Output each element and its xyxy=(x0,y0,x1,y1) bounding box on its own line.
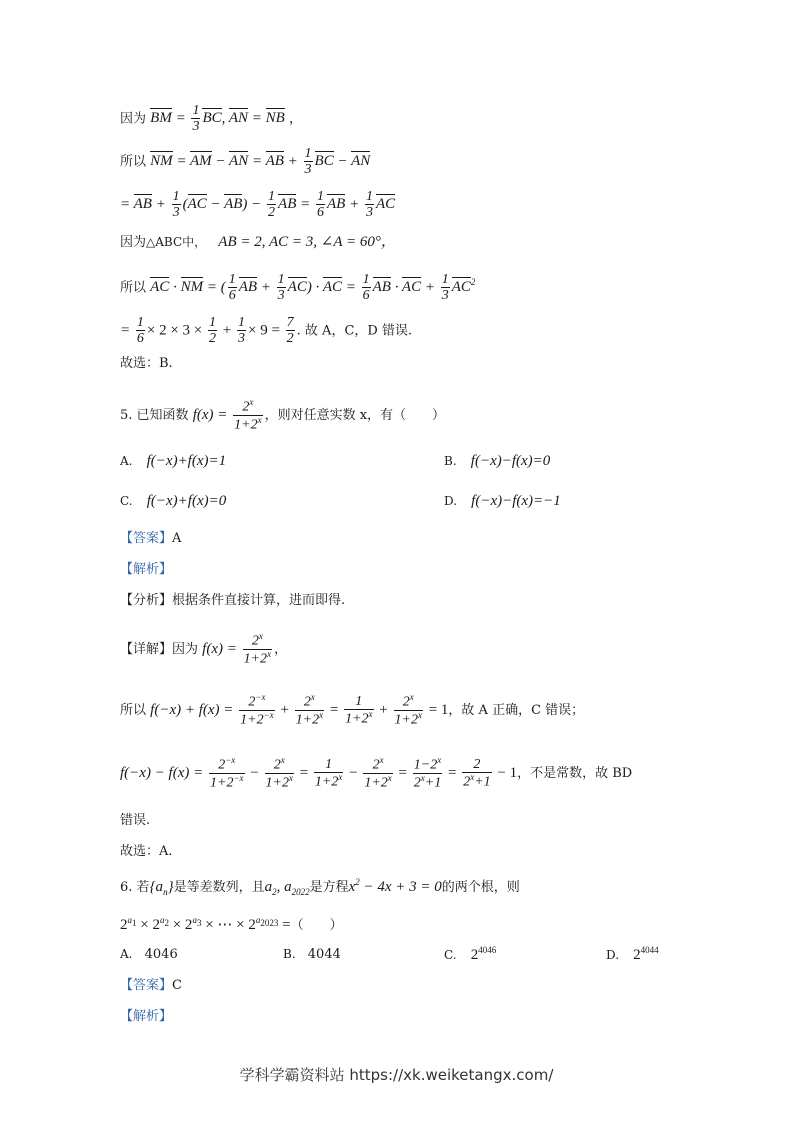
q6-answer: 【答案】C xyxy=(120,978,182,993)
q6-analysis-tag: 【解析】 xyxy=(120,1009,173,1024)
q5-fenxi: 【分析】根据条件直接计算，进而即得. xyxy=(120,593,346,608)
q6-option-a: A. 4046 xyxy=(120,947,178,962)
q6-option-d: D. $2^{4044}$ xyxy=(606,945,659,963)
question-6-stem: 6. 若$\{a_n\}$是等差数列，且$a_2$, $a_{2022}$是方程$x^2 - 4x + 3 = 0$的两个根，则 xyxy=(120,877,520,897)
math-nm-expand: NM = AM − AN = AB + xyxy=(150,153,302,170)
q5-answer: 【答案】A xyxy=(120,531,182,546)
q5-option-d: D. f(−x)−f(x)=−1 xyxy=(444,493,561,509)
q5-choice: 故选：A. xyxy=(120,844,173,859)
solution-choice-q4: 故选：B. xyxy=(120,356,173,371)
question-5-stem: 5. 已知函数 f(x) = $\frac{2^x}{1+2^x}$ ，则对任意实数 x，有（ ） xyxy=(120,397,446,433)
q5-step-2-wrap: 错误. xyxy=(120,813,151,828)
solution-line-1: 因为 BM = $\frac{1}{3}$ BC, AN = NB ， xyxy=(120,103,302,135)
math-bm-an: BM = xyxy=(150,110,190,127)
q6-option-c: C. $2^{4046}$ xyxy=(444,945,497,963)
question-6-expression: $2^{a_1} \times 2^{a_2} \times 2^{a_3}$ × ⋯ × $2^{a_{2023}}$ =（ ） xyxy=(120,915,343,933)
q5-option-a: A. f(−x)+f(x)=1 xyxy=(120,453,227,469)
q5-option-c: C. f(−x)+f(x)=0 xyxy=(120,493,227,509)
q5-step-2: f(−x) − f(x) = $\frac{2^{-x}}{1+2^{-x}}$ − $\frac{2^x}{1+2^x}$ = $\frac{1}{1+2^x}$ − $\frac{2^x}{1+2^x}$ = $\frac{1-2^x}{2^x+1}$ = $\frac{2}{2^x+1}$ − 1，不是常数，故 BD xyxy=(120,755,633,791)
math-nm-result: = AB + xyxy=(120,196,170,213)
page-footer: 学科学霸资料站 https://xk.weiketangx.com/ xyxy=(239,1066,554,1084)
q5-step-1: 所以 f(−x) + f(x) = $\frac{2^{-x}}{1+2^{-x}}$ + $\frac{2^x}{1+2^x}$ = $\frac{1}{1+2^x}$ + $\frac{2^x}{1+2^x}$ = 1，故 A 正确，C 错误； xyxy=(120,692,585,728)
solution-line-6: = $\frac{1}{6}$ × 2 × 3 × $\frac{1}{2}$ + $\frac{1}{3}$ × 9 = $\frac{7}{2}$ . 故 A，C，D 错误. xyxy=(120,315,413,347)
solution-line-4: 因为△ABC中， AB = 2, AC = 3, ∠A = 60°， xyxy=(120,234,396,250)
solution-line-3: = AB + $\frac{1}{3}$ (AC − AB) − $\frac{1}{2}$ AB = $\frac{1}{6}$ AB + $\frac{1}{3}$ AC xyxy=(120,189,396,221)
solution-line-2: 所以 NM = AM − AN = AB + $\frac{1}{3}$ BC − AN xyxy=(120,146,371,178)
q5-option-b: B. f(−x)−f(x)=0 xyxy=(444,453,551,469)
q5-xiangjie: 【详解】因为 f(x) = $\frac{2^x}{1+2^x}$ ， xyxy=(120,631,288,667)
q6-option-b: B. 4044 xyxy=(283,947,341,962)
solution-line-5: 所以 AC · NM = ( $\frac{1}{6}$ AB + $\frac{1}{3}$ AC) · AC = $\frac{1}{6}$ AB · AC + $\frac{1}{3}$ $AC^2$ xyxy=(120,272,476,304)
q5-analysis-tag: 【解析】 xyxy=(120,562,173,577)
